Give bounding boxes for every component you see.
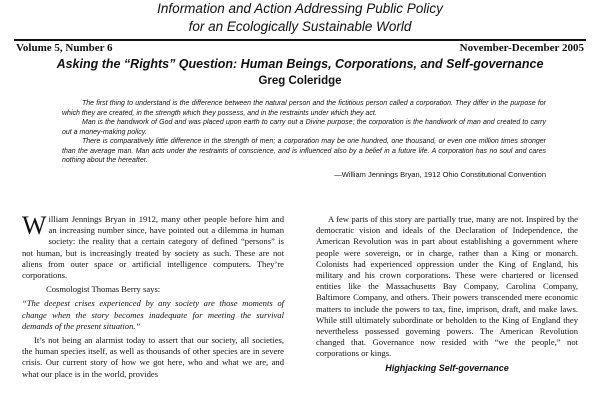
right-column (316, 214, 578, 377)
issue-date: November-December 2005 (459, 42, 584, 54)
epigraph (62, 99, 546, 179)
epigraph-paragraph-2: Man is the handiwork of God and was placed upon earth to carry out a Divine purpose; the corporation is the handiwork of man and created to carry out a money-making policy. (62, 119, 546, 136)
drop-cap: W (22, 211, 47, 240)
header-rule-top (14, 39, 586, 41)
left-column (22, 211, 284, 383)
article-title: Asking the “Rights” Question: Human Beings, Corporations, and Self-governance (56, 57, 544, 71)
issue-volume: Volume 5, Number 6 (16, 42, 113, 54)
section-subhead: Highjacking Self-governance (385, 362, 509, 373)
epigraph-citation: —William Jennings Bryan, 1912 Ohio Constitutional Convention (334, 169, 546, 179)
left-paragraph-3: It’s not being an alarmist today to assert that our society, all societies, the human species itself, as well as thousands of other species are in severe crisis. Our current story of how we got here, who and what we are, and what our place is in the world, provides (22, 335, 284, 379)
left-paragraph-1-text: illiam Jennings Bryan in 1912, many other people before him and an increasing number since, have pointed out a dilemma in human society: the reality that a certain category of defined “persons” is not human, but is increasingly treated by society as such. These are not aliens from outer space or artificial intelligence computers. They’re corporations. (22, 214, 284, 281)
berry-quote: “The deepest crises experienced by any society are those moments of change when the story becomes inadequate for meeting the survival demands of the present situation.” (22, 298, 284, 331)
left-paragraph-1 (22, 211, 284, 281)
article-author: Greg Coleridge (258, 75, 342, 87)
epigraph-paragraph-1: The first thing to understand is the difference between the natural person and the fictitious person called a corporation. They differ in the purpose for which they are created, in the strength which they possess, and in the restraints under which they act. (62, 100, 546, 117)
masthead-line-2: for an Ecologically Sustainable World (188, 19, 412, 34)
epigraph-paragraph-3: There is comparatively little difference in the strength of men; a corporation may be one hundred, one thousand, or even one million times stronger than the average man. Man acts under the restraints of conscience, and is influenced also by a belief in a future life. A corporation has no soul and cares nothing about the hereafter. (62, 138, 546, 164)
right-paragraph-1: A few parts of this story are partially true, many are not. Inspired by the democratic vision and ideals of the Declaration of Independence, the American Revolution was in part about establishing a government where people were sovereign, or in charge, rather than a King or monarch. Colonists had experienced oppression under the King of England, his military and his crown corporations. These were chartered or licensed entities like the Massachusetts Bay Company, Carolina Company, Baltimore Company, and others. Their powers transcended mere economic matters to include the powers to tax, fine, imprison, draft, and make laws. While still ultimately subordinate or beholden to the King of England they nevertheless possessed governing powers. The American Revolution changed that. Governance now resided with “we the people,” not corporations or kings. (316, 214, 578, 359)
left-paragraph-2: Cosmologist Thomas Berry says: (46, 284, 161, 295)
masthead-line-1: Information and Action Addressing Public Policy (157, 1, 443, 16)
